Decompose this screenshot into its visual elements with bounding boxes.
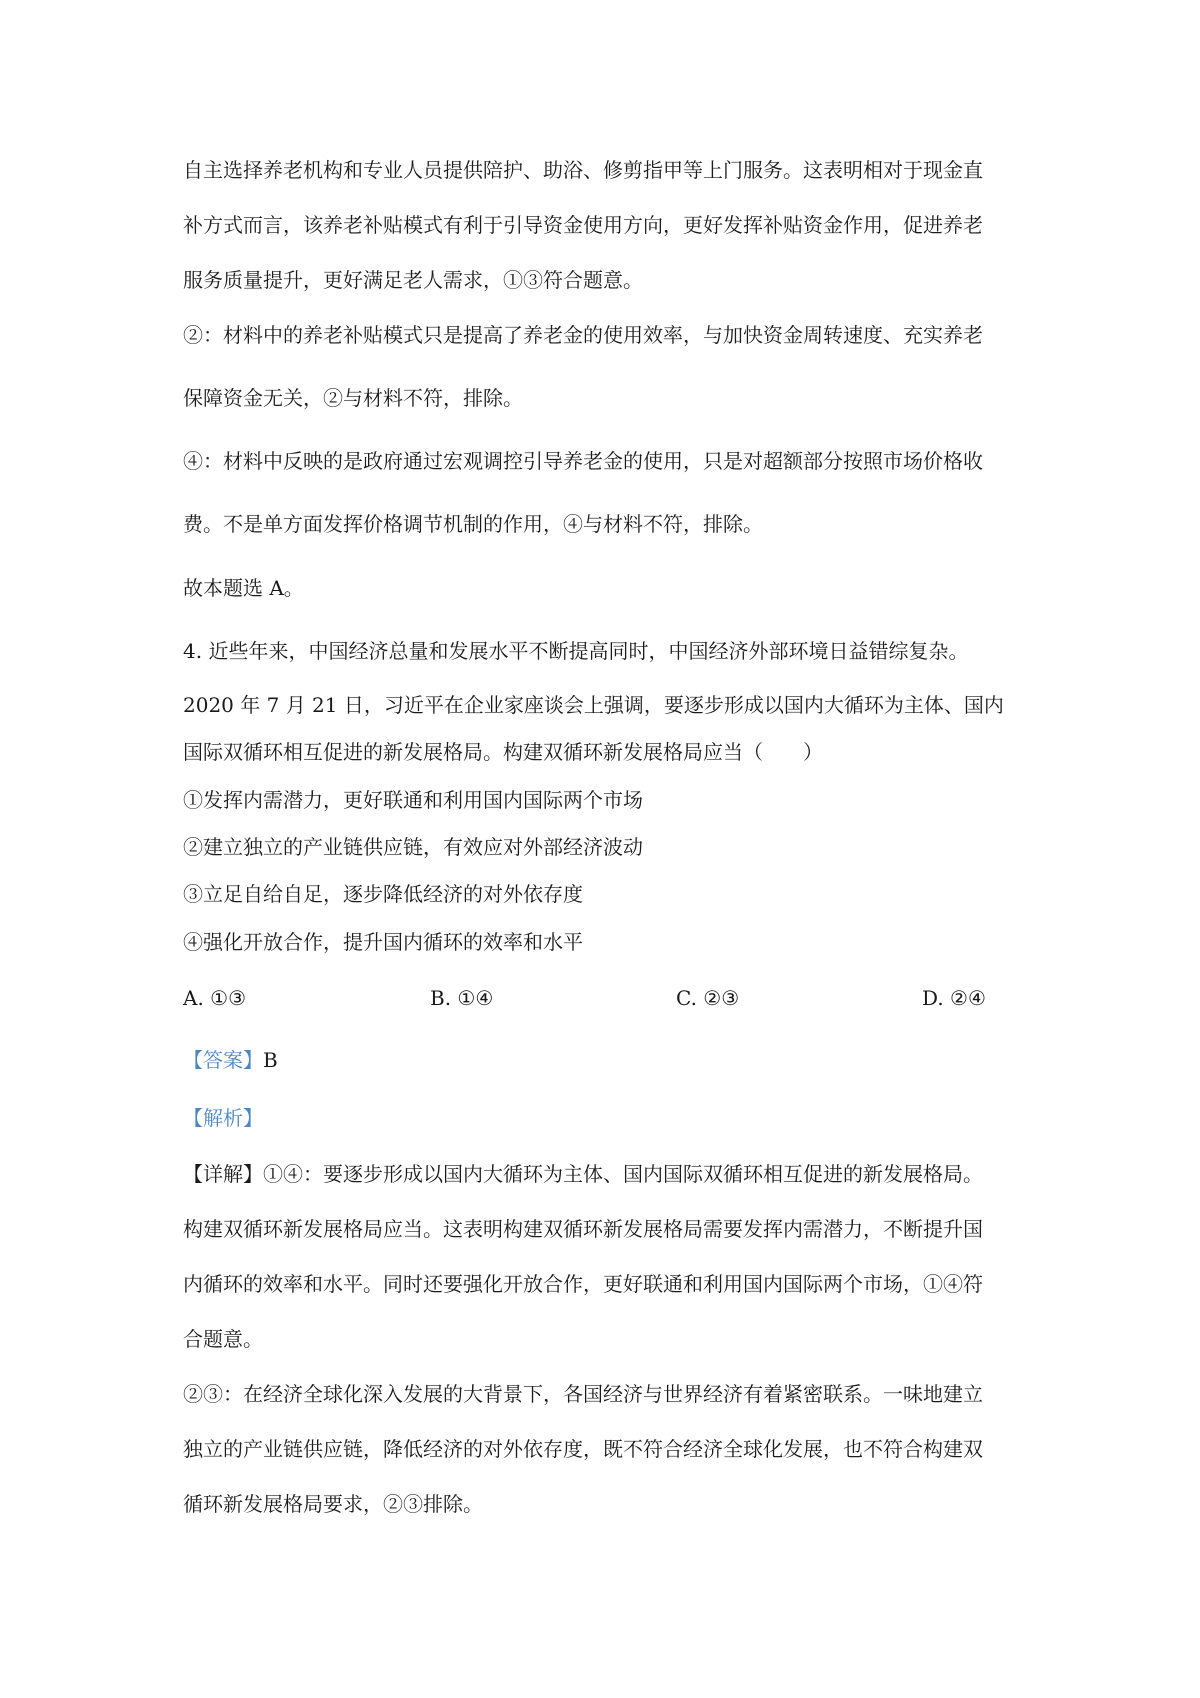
- text-line: ④：材料中反映的是政府通过宏观调控引导养老金的使用，只是对超额部分按照市场价格收: [183, 449, 983, 473]
- text-line: ②③：在经济全球化深入发展的大背景下，各国经济与世界经济有着紧密联系。一味地建立: [183, 1382, 983, 1406]
- question-stem-line: 4. 近些年来，中国经济总量和发展水平不断提高同时，中国经济外部环境日益错综复杂。: [183, 639, 969, 663]
- text-line: 循环新发展格局要求，②③排除。: [183, 1492, 483, 1516]
- text-line: 补方式而言，该养老补贴模式有利于引导资金使用方向，更好发挥补贴资金作用，促进养老: [183, 213, 983, 237]
- option-d: D. ②④: [922, 986, 986, 1010]
- answer-line: [183, 1050, 278, 1070]
- text-line: 服务质量提升，更好满足老人需求，①③符合题意。: [183, 268, 643, 292]
- detail-label: 【详解】: [183, 1162, 263, 1186]
- answer-value: B: [263, 1048, 278, 1072]
- statement-4: ④强化开放合作，提升国内循环的效率和水平: [183, 930, 583, 954]
- text-line: 保障资金无关，②与材料不符，排除。: [183, 386, 523, 410]
- text-line: 构建双循环新发展格局应当。这表明构建双循环新发展格局需要发挥内需潜力，不断提升国: [183, 1217, 983, 1241]
- text-line: ②：材料中的养老补贴模式只是提高了养老金的使用效率，与加快资金周转速度、充实养老: [183, 323, 983, 347]
- answer-label: 【答案】: [183, 1048, 263, 1072]
- text-line: 内循环的效率和水平。同时还要强化开放合作，更好联通和利用国内国际两个市场，①④符: [183, 1272, 983, 1296]
- conclusion-prev: 故本题选 A。: [183, 576, 304, 600]
- option-b: B. ①④: [430, 986, 494, 1010]
- text-line: 独立的产业链供应链，降低经济的对外依存度，既不符合经济全球化发展，也不符合构建双: [183, 1437, 983, 1461]
- detail-text: ①④：要逐步形成以国内大循环为主体、国内国际双循环相互促进的新发展格局。: [263, 1162, 983, 1186]
- question-stem-line: 2020 年 7 月 21 日，习近平在企业家座谈会上强调，要逐步形成以国内大循环为主体、国内: [183, 693, 1004, 717]
- statement-1: ①发挥内需潜力，更好联通和利用国内国际两个市场: [183, 788, 643, 812]
- option-c: C. ②③: [676, 986, 740, 1010]
- statement-3: ③立足自给自足，逐步降低经济的对外依存度: [183, 882, 583, 906]
- option-a: A. ①③: [183, 986, 247, 1010]
- text-line: 自主选择养老机构和专业人员提供陪护、助浴、修剪指甲等上门服务。这表明相对于现金直: [183, 158, 983, 182]
- text-line: 合题意。: [183, 1327, 263, 1351]
- text-line: 费。不是单方面发挥价格调节机制的作用，④与材料不符，排除。: [183, 512, 763, 536]
- statement-2: ②建立独立的产业链供应链，有效应对外部经济波动: [183, 835, 643, 859]
- text-line: [183, 1164, 983, 1184]
- question-stem-line: 国际双循环相互促进的新发展格局。构建双循环新发展格局应当（ ）: [183, 740, 823, 764]
- analysis-label: 【解析】: [183, 1106, 263, 1130]
